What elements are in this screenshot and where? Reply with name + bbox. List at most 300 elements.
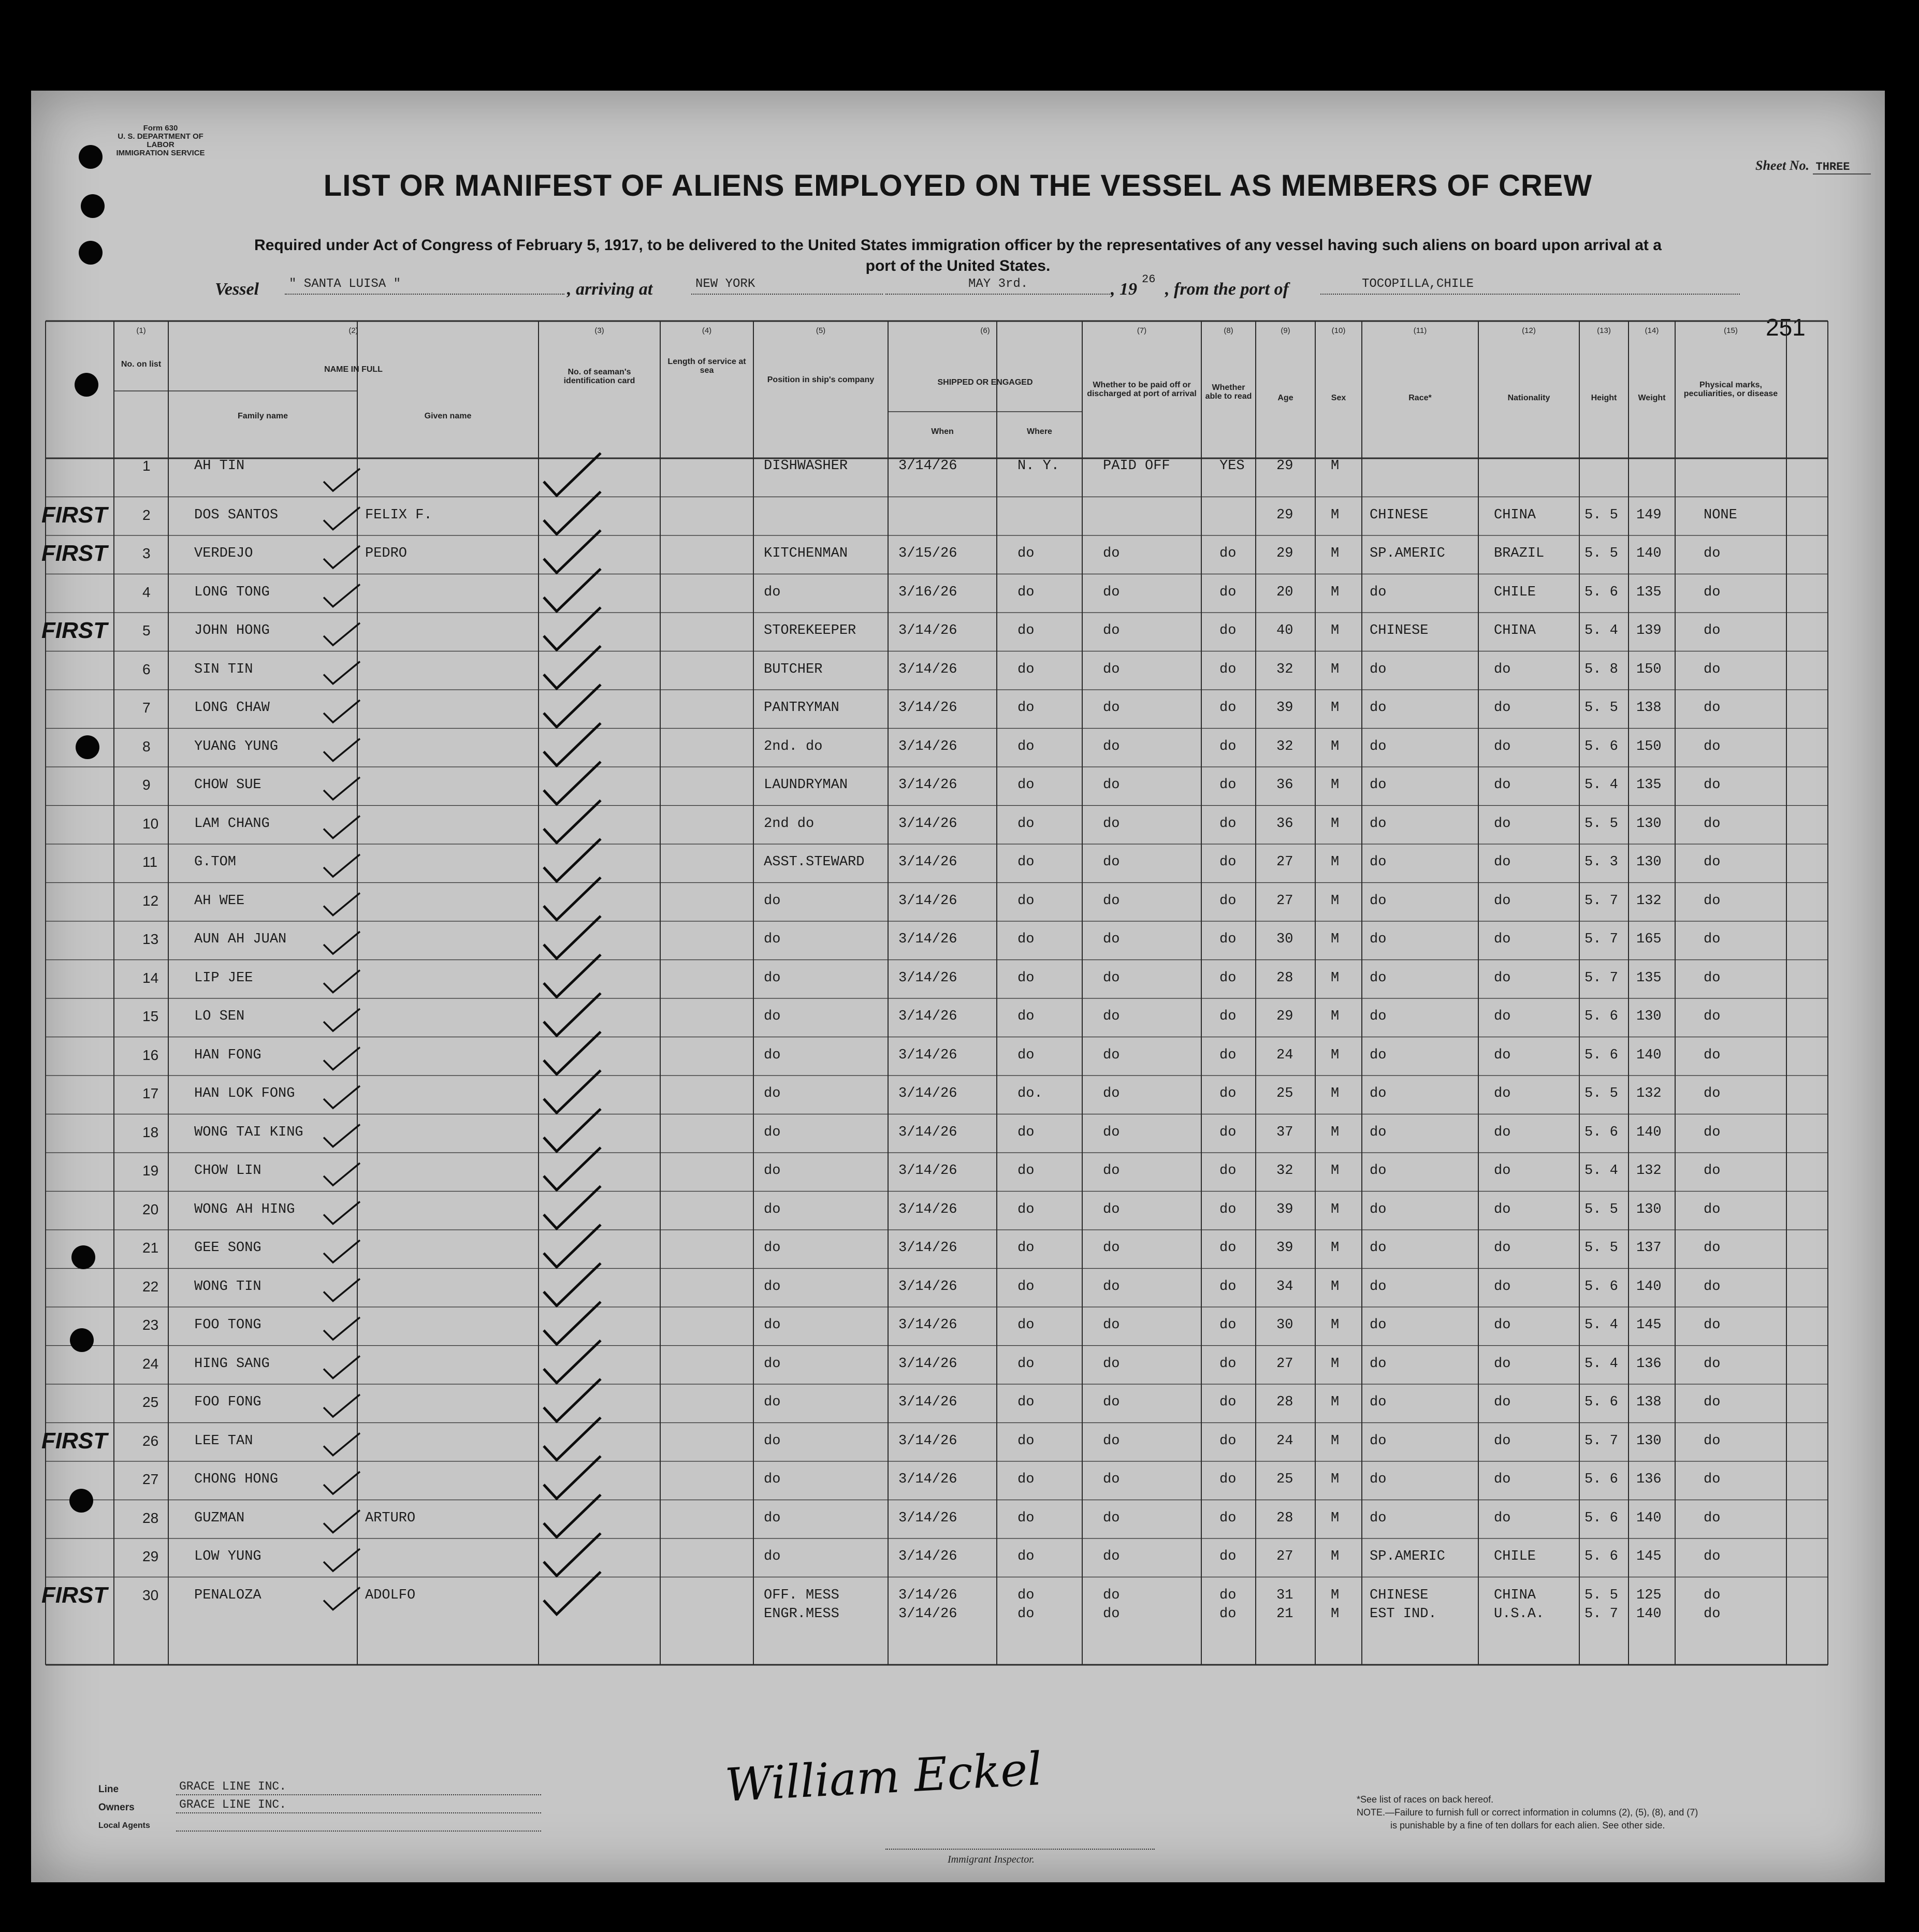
header-position: Position in ship's company — [767, 375, 875, 384]
shipped-when: 3/14/26 — [898, 1009, 957, 1024]
row-number: 21 — [142, 1240, 159, 1256]
family-name: FOO FONG — [194, 1394, 261, 1410]
height: 5. 6 — [1584, 584, 1618, 600]
physical-marks: do — [1704, 1433, 1721, 1449]
sex: M — [1331, 1472, 1340, 1487]
check-mark — [544, 1572, 601, 1615]
row-number: 8 — [142, 738, 151, 754]
check-mark — [324, 1202, 360, 1224]
height: 5. 6 — [1584, 1047, 1618, 1063]
nationality: do — [1494, 1510, 1511, 1526]
check-mark — [324, 507, 360, 530]
race: CHINESE — [1370, 623, 1429, 638]
header-race: Race* — [1408, 394, 1432, 402]
height: 5. 5 — [1584, 1086, 1618, 1101]
race: do — [1370, 700, 1387, 716]
physical-marks: do — [1704, 816, 1721, 832]
check-mark — [324, 1356, 360, 1378]
family-name: WONG TAI KING — [194, 1124, 303, 1140]
check-mark — [544, 1070, 601, 1113]
height: 5. 7 — [1584, 970, 1618, 986]
weight: 150 — [1636, 738, 1662, 754]
family-name: CHOW SUE — [194, 777, 261, 793]
weight: 140 — [1636, 1606, 1662, 1622]
shipped-where: do — [1017, 661, 1035, 677]
shipped-when: 3/14/26 — [898, 623, 957, 638]
row-number: 1 — [142, 458, 151, 474]
family-name: JOHN HONG — [194, 623, 270, 638]
header-paid: Whether to be paid off or discharged at port of arrival — [1087, 381, 1197, 398]
check-mark — [324, 932, 360, 954]
position: do — [764, 1124, 781, 1140]
weight: 137 — [1636, 1240, 1662, 1256]
check-mark — [544, 762, 601, 804]
column-number: (8) — [1224, 326, 1233, 335]
row-number: 4 — [142, 584, 151, 600]
height: 5. 6 — [1584, 1510, 1618, 1526]
weight: 150 — [1636, 661, 1662, 677]
shipped-when: 3/14/26 — [898, 661, 957, 677]
row-number: 28 — [142, 1509, 159, 1526]
shipped-where: do — [1017, 738, 1035, 754]
check-mark — [544, 607, 601, 650]
position: do — [764, 1086, 781, 1101]
sex: M — [1331, 738, 1340, 754]
sheet-value: THREE — [1813, 161, 1871, 175]
shipped-when: 3/14/26 — [898, 700, 957, 716]
shipped-when: 3/14/26 — [898, 1549, 957, 1564]
age: 32 — [1276, 661, 1293, 677]
sex: M — [1331, 1240, 1340, 1256]
family-name: AH TIN — [194, 458, 245, 474]
shipped-where: do — [1017, 584, 1035, 600]
race: do — [1370, 1009, 1387, 1024]
position: do — [764, 1394, 781, 1410]
family-name: LEE TAN — [194, 1433, 253, 1449]
age: 25 — [1276, 1472, 1293, 1487]
department-name: U. S. DEPARTMENT OF LABOR — [118, 132, 203, 149]
able-to-read: do — [1219, 1279, 1237, 1295]
race: do — [1370, 1086, 1387, 1101]
paid-off: do — [1103, 1086, 1120, 1101]
age: 34 — [1276, 1279, 1293, 1295]
position: do — [764, 1356, 781, 1372]
nationality: do — [1494, 1201, 1511, 1217]
shipped-where: do — [1017, 1510, 1035, 1526]
family-name: VERDEJO — [194, 546, 253, 561]
check-mark — [324, 893, 360, 916]
sex: M — [1331, 546, 1340, 561]
position: KITCHENMAN — [764, 546, 848, 561]
position: OFF. MESS — [764, 1587, 839, 1603]
given-name: ARTURO — [365, 1510, 416, 1526]
age: 27 — [1276, 1356, 1293, 1372]
paid-off: do — [1103, 1009, 1120, 1024]
service-name: IMMIGRATION SERVICE — [116, 149, 205, 157]
nationality: do — [1494, 932, 1511, 947]
physical-marks: do — [1704, 854, 1721, 870]
age: 32 — [1276, 738, 1293, 754]
check-mark — [544, 1379, 601, 1421]
column-number: (5) — [816, 326, 826, 335]
height: 5. 6 — [1584, 1279, 1618, 1295]
paid-off: do — [1103, 584, 1120, 600]
race: do — [1370, 970, 1387, 986]
able-to-read: do — [1219, 738, 1237, 754]
paid-off: do — [1103, 1317, 1120, 1333]
race: do — [1370, 777, 1387, 793]
sex: M — [1331, 893, 1340, 909]
family-name: AH WEE — [194, 893, 245, 909]
age: 24 — [1276, 1433, 1293, 1449]
punch-hole — [81, 194, 105, 218]
shipped-where: do — [1017, 1279, 1035, 1295]
height: 5. 6 — [1584, 1472, 1618, 1487]
paid-off: do — [1103, 1240, 1120, 1256]
header-read: Whether able to read — [1205, 383, 1252, 401]
sex: M — [1331, 816, 1340, 832]
height: 5. 5 — [1584, 700, 1618, 716]
paid-off: do — [1103, 1472, 1120, 1487]
from-port: TOCOPILLA,CHILE — [1320, 277, 1740, 295]
paid-off: do — [1103, 546, 1120, 561]
check-mark — [544, 1225, 601, 1267]
race: do — [1370, 1433, 1387, 1449]
shipped-when: 3/14/26 — [898, 1047, 957, 1063]
age: 30 — [1276, 1317, 1293, 1333]
shipped-when: 3/14/26 — [898, 738, 957, 754]
family-name: LONG TONG — [194, 584, 270, 600]
able-to-read: do — [1219, 1086, 1237, 1101]
sex: M — [1331, 777, 1340, 793]
age: 39 — [1276, 700, 1293, 716]
able-to-read: do — [1219, 777, 1237, 793]
race: do — [1370, 1317, 1387, 1333]
check-mark — [544, 1263, 601, 1306]
nationality: U.S.A. — [1494, 1606, 1545, 1622]
sex: M — [1331, 1549, 1340, 1564]
age: 29 — [1276, 1009, 1293, 1024]
sex: M — [1331, 584, 1340, 600]
height: 5. 5 — [1584, 546, 1618, 561]
able-to-read: do — [1219, 1472, 1237, 1487]
header-shipped: SHIPPED OR ENGAGED — [937, 378, 1033, 387]
penalty-note-2: is punishable by a fine of ten dollars for each alien. See other side. — [1390, 1820, 1665, 1831]
family-name: LAM CHANG — [194, 816, 270, 832]
able-to-read: do — [1219, 1009, 1237, 1024]
weight: 132 — [1636, 1086, 1662, 1101]
sex: M — [1331, 458, 1340, 474]
row-number: 9 — [142, 777, 151, 793]
sex: M — [1331, 1317, 1340, 1333]
family-name: AUN AH JUAN — [194, 932, 287, 947]
row-number: 30 — [142, 1587, 159, 1603]
height: 5. 5 — [1584, 816, 1618, 832]
race: do — [1370, 1240, 1387, 1256]
weight: 136 — [1636, 1356, 1662, 1372]
nationality: CHINA — [1494, 1587, 1536, 1603]
weight: 145 — [1636, 1317, 1662, 1333]
shipped-where: do — [1017, 1201, 1035, 1217]
position: do — [764, 1240, 781, 1256]
sex: M — [1331, 661, 1340, 677]
height: 5. 4 — [1584, 1317, 1618, 1333]
row-number: 16 — [142, 1047, 159, 1063]
row-number: 13 — [142, 931, 159, 947]
age: 27 — [1276, 854, 1293, 870]
check-mark — [324, 623, 360, 645]
physical-marks: do — [1704, 584, 1721, 600]
physical-marks: do — [1704, 1124, 1721, 1140]
position: do — [764, 1433, 781, 1449]
race: do — [1370, 1510, 1387, 1526]
weight: 130 — [1636, 854, 1662, 870]
row-number: 7 — [142, 700, 151, 716]
position: LAUNDRYMAN — [764, 777, 848, 793]
shipped-where: do — [1017, 1317, 1035, 1333]
shipped-where: do — [1017, 854, 1035, 870]
race: do — [1370, 854, 1387, 870]
header-length: Length of service at sea — [667, 357, 746, 375]
row-number: 26 — [142, 1432, 159, 1449]
physical-marks: do — [1704, 623, 1721, 638]
height: 5. 5 — [1584, 507, 1618, 523]
paid-off: do — [1103, 854, 1120, 870]
check-mark — [324, 1125, 360, 1147]
age: 29 — [1276, 546, 1293, 561]
row-number: 19 — [142, 1163, 159, 1179]
header-given: Given name — [424, 412, 472, 420]
race: do — [1370, 1124, 1387, 1140]
check-mark — [324, 1472, 360, 1494]
position: do — [764, 970, 781, 986]
paid-off: do — [1103, 777, 1120, 793]
able-to-read: do — [1219, 1549, 1237, 1564]
race: do — [1370, 1163, 1387, 1179]
paid-off: do — [1103, 1587, 1120, 1603]
physical-marks: do — [1704, 970, 1721, 986]
height: 5. 7 — [1584, 932, 1618, 947]
family-name: WONG TIN — [194, 1279, 261, 1295]
able-to-read: do — [1219, 1510, 1237, 1526]
given-name: FELIX F. — [365, 507, 432, 523]
position: do — [764, 1472, 781, 1487]
check-mark — [544, 1495, 601, 1537]
line-label: Line — [98, 1784, 119, 1795]
nationality: do — [1494, 738, 1511, 754]
check-mark — [544, 723, 601, 766]
race: do — [1370, 1472, 1387, 1487]
height: 5. 7 — [1584, 1433, 1618, 1449]
inspector-label: Immigrant Inspector. — [948, 1854, 1035, 1865]
check-mark — [324, 1009, 360, 1031]
nationality: do — [1494, 1433, 1511, 1449]
check-mark — [324, 970, 360, 993]
row-number: 6 — [142, 661, 151, 677]
weight: 145 — [1636, 1549, 1662, 1564]
race: do — [1370, 738, 1387, 754]
check-mark — [324, 1394, 360, 1417]
sex: M — [1331, 1047, 1340, 1063]
family-name: HING SANG — [194, 1356, 270, 1372]
shipped-when: 3/14/26 — [898, 1472, 957, 1487]
sex: M — [1331, 507, 1340, 523]
race: CHINESE — [1370, 1587, 1429, 1603]
nationality: do — [1494, 970, 1511, 986]
shipped-when: 3/14/26 — [898, 1606, 957, 1622]
age: 31 — [1276, 1587, 1293, 1603]
race: do — [1370, 816, 1387, 832]
shipped-where: do — [1017, 1606, 1035, 1622]
margin-note: FIRST — [41, 1582, 108, 1608]
shipped-when: 3/16/26 — [898, 584, 957, 600]
physical-marks: do — [1704, 1472, 1721, 1487]
shipped-when: 3/14/26 — [898, 458, 957, 474]
column-number: (2) — [348, 326, 358, 335]
position: do — [764, 1317, 781, 1333]
punch-hole — [76, 735, 99, 759]
header-weight: Weight — [1638, 394, 1666, 402]
shipped-where: do — [1017, 970, 1035, 986]
nationality: do — [1494, 816, 1511, 832]
able-to-read: do — [1219, 1356, 1237, 1372]
column-number: (6) — [980, 326, 990, 335]
able-to-read: do — [1219, 1317, 1237, 1333]
row-number: 3 — [142, 545, 151, 561]
height: 5. 4 — [1584, 777, 1618, 793]
family-name: PENALOZA — [194, 1587, 261, 1603]
weight: 135 — [1636, 584, 1662, 600]
check-mark — [324, 1510, 360, 1533]
check-mark — [544, 1302, 601, 1344]
signature-line — [885, 1849, 1155, 1850]
physical-marks: do — [1704, 546, 1721, 561]
row-number: 10 — [142, 815, 159, 832]
height: 5. 6 — [1584, 1124, 1618, 1140]
paid-off: do — [1103, 970, 1120, 986]
row-number: 2 — [142, 506, 151, 523]
able-to-read: do — [1219, 1047, 1237, 1063]
position: do — [764, 1047, 781, 1063]
nationality: do — [1494, 1394, 1511, 1410]
shipped-when: 3/14/26 — [898, 854, 957, 870]
shipped-where: do — [1017, 1356, 1035, 1372]
able-to-read: do — [1219, 584, 1237, 600]
height: 5. 5 — [1584, 1201, 1618, 1217]
family-name: LO SEN — [194, 1009, 245, 1024]
shipped-where: do. — [1017, 1086, 1043, 1101]
position: do — [764, 932, 781, 947]
form-number: Form 630 — [143, 124, 178, 133]
age: 20 — [1276, 584, 1293, 600]
check-mark — [544, 1533, 601, 1576]
shipped-when: 3/14/26 — [898, 1201, 957, 1217]
weight: 130 — [1636, 816, 1662, 832]
nationality: BRAZIL — [1494, 546, 1545, 561]
check-mark — [324, 1240, 360, 1262]
family-name: LONG CHAW — [194, 700, 270, 716]
race: do — [1370, 584, 1387, 600]
physical-marks: do — [1704, 1356, 1721, 1372]
race: do — [1370, 932, 1387, 947]
row-number: 12 — [142, 892, 159, 909]
shipped-where: do — [1017, 816, 1035, 832]
sex: M — [1331, 623, 1340, 638]
paid-off: do — [1103, 1433, 1120, 1449]
punch-hole — [75, 373, 98, 397]
physical-marks: do — [1704, 1394, 1721, 1410]
weight: 125 — [1636, 1587, 1662, 1603]
height: 5. 4 — [1584, 1356, 1618, 1372]
race: do — [1370, 1394, 1387, 1410]
paid-off: do — [1103, 1510, 1120, 1526]
check-mark — [544, 453, 601, 496]
height: 5. 6 — [1584, 1009, 1618, 1024]
year-suffix: 26 — [1142, 273, 1156, 286]
row-number: 20 — [142, 1201, 159, 1217]
column-number: (3) — [594, 326, 604, 335]
column-number: (11) — [1413, 326, 1427, 335]
owners-value: GRACE LINE INC. — [176, 1798, 541, 1813]
row-number: 15 — [142, 1008, 159, 1024]
arriving-label: , arriving at — [567, 280, 653, 299]
age: 37 — [1276, 1124, 1293, 1140]
shipped-when: 3/14/26 — [898, 1279, 957, 1295]
row-number: 14 — [142, 969, 159, 986]
physical-marks: do — [1704, 661, 1721, 677]
paid-off: do — [1103, 1394, 1120, 1410]
age: 28 — [1276, 1510, 1293, 1526]
year-prefix: , 19 — [1111, 280, 1137, 299]
row-number: 29 — [142, 1548, 159, 1564]
weight: 130 — [1636, 1009, 1662, 1024]
paid-off: do — [1103, 1279, 1120, 1295]
able-to-read: do — [1219, 546, 1237, 561]
sex: M — [1331, 1279, 1340, 1295]
paid-off: do — [1103, 1356, 1120, 1372]
check-mark — [544, 1032, 601, 1074]
subtitle-line-1: Required under Act of Congress of February 5, 1917, to be delivered to the United States immigration officer by the representatives of any vessel having such aliens on board upon arrival at a — [254, 237, 1662, 254]
age: 30 — [1276, 932, 1293, 947]
height: 5. 5 — [1584, 1587, 1618, 1603]
age: 36 — [1276, 816, 1293, 832]
physical-marks: do — [1704, 1163, 1721, 1179]
shipped-where: do — [1017, 1472, 1035, 1487]
check-mark — [324, 546, 360, 568]
able-to-read: do — [1219, 623, 1237, 638]
position: BUTCHER — [764, 661, 823, 677]
check-mark — [324, 1588, 360, 1610]
paid-off: PAID OFF — [1103, 458, 1170, 474]
weight: 132 — [1636, 1163, 1662, 1179]
family-name: GEE SONG — [194, 1240, 261, 1256]
paid-off: do — [1103, 700, 1120, 716]
able-to-read: YES — [1219, 458, 1245, 474]
physical-marks: do — [1704, 893, 1721, 909]
race: EST IND. — [1370, 1606, 1437, 1622]
header-height: Height — [1591, 394, 1617, 402]
shipped-where: N. Y. — [1017, 458, 1060, 474]
physical-marks: do — [1704, 1086, 1721, 1101]
nationality: CHILE — [1494, 1549, 1536, 1564]
physical-marks: do — [1704, 700, 1721, 716]
row-number: 18 — [142, 1124, 159, 1140]
family-name: YUANG YUNG — [194, 738, 279, 754]
nationality: do — [1494, 661, 1511, 677]
shipped-when: 3/14/26 — [898, 932, 957, 947]
able-to-read: do — [1219, 1587, 1237, 1603]
check-mark — [544, 1109, 601, 1152]
